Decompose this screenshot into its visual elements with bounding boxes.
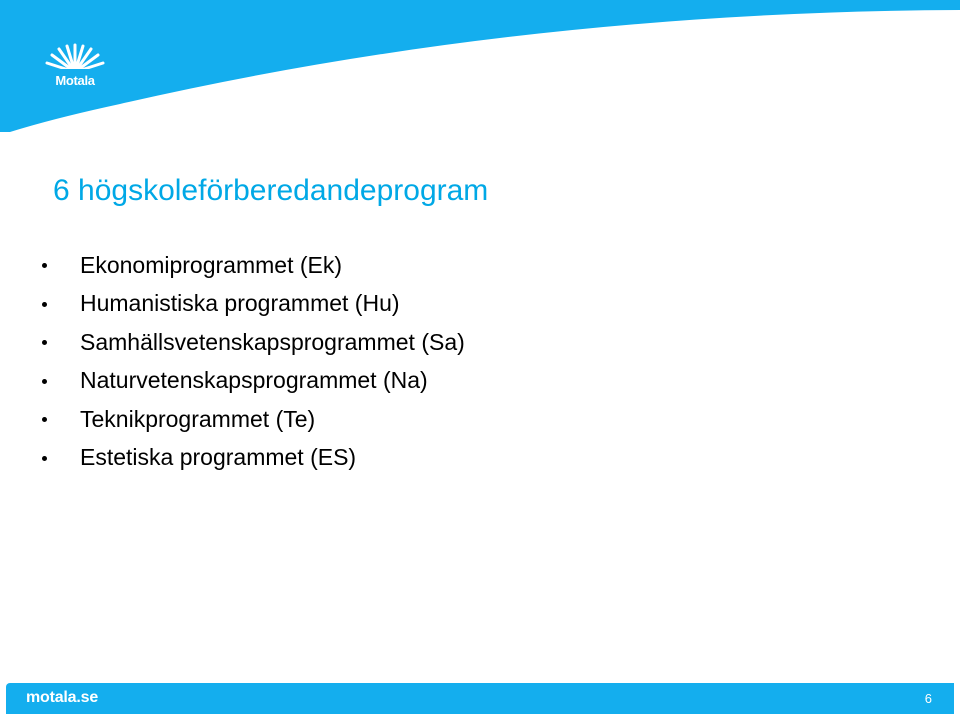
logo-wordmark: Motala [55, 73, 95, 88]
sunburst-icon [42, 42, 108, 74]
list-item-label: Naturvetenskapsprogrammet (Na) [80, 367, 428, 394]
bullet-icon [42, 302, 47, 307]
footer-site-label: motala.se [26, 689, 99, 706]
list-item-label: Teknikprogrammet (Te) [80, 405, 316, 432]
list-item-label: Samhällsvetenskapsprogrammet (Sa) [80, 328, 465, 355]
list-item-label: Humanistiska programmet (Hu) [80, 290, 400, 317]
list-item [42, 285, 465, 324]
program-list [42, 246, 465, 477]
footer-bar [6, 683, 954, 714]
slide-title: 6 högskoleförberedandeprogram [53, 174, 489, 207]
bullet-icon [42, 340, 47, 345]
list-item-label: Estetiska programmet (ES) [80, 444, 357, 471]
bullet-icon [42, 263, 47, 268]
page-number: 6 [924, 691, 932, 706]
bullet-icon [42, 379, 47, 384]
bullet-icon [42, 417, 47, 422]
header-band [0, 0, 960, 132]
list-item [42, 246, 465, 285]
list-item-label: Ekonomiprogrammet (Ek) [80, 251, 343, 278]
header-wave-shape [0, 0, 960, 132]
bullet-icon [42, 456, 47, 461]
list-item [42, 362, 465, 401]
list-item [42, 323, 465, 362]
list-item [42, 439, 465, 478]
motala-logo [42, 42, 108, 94]
list-item [42, 400, 465, 439]
